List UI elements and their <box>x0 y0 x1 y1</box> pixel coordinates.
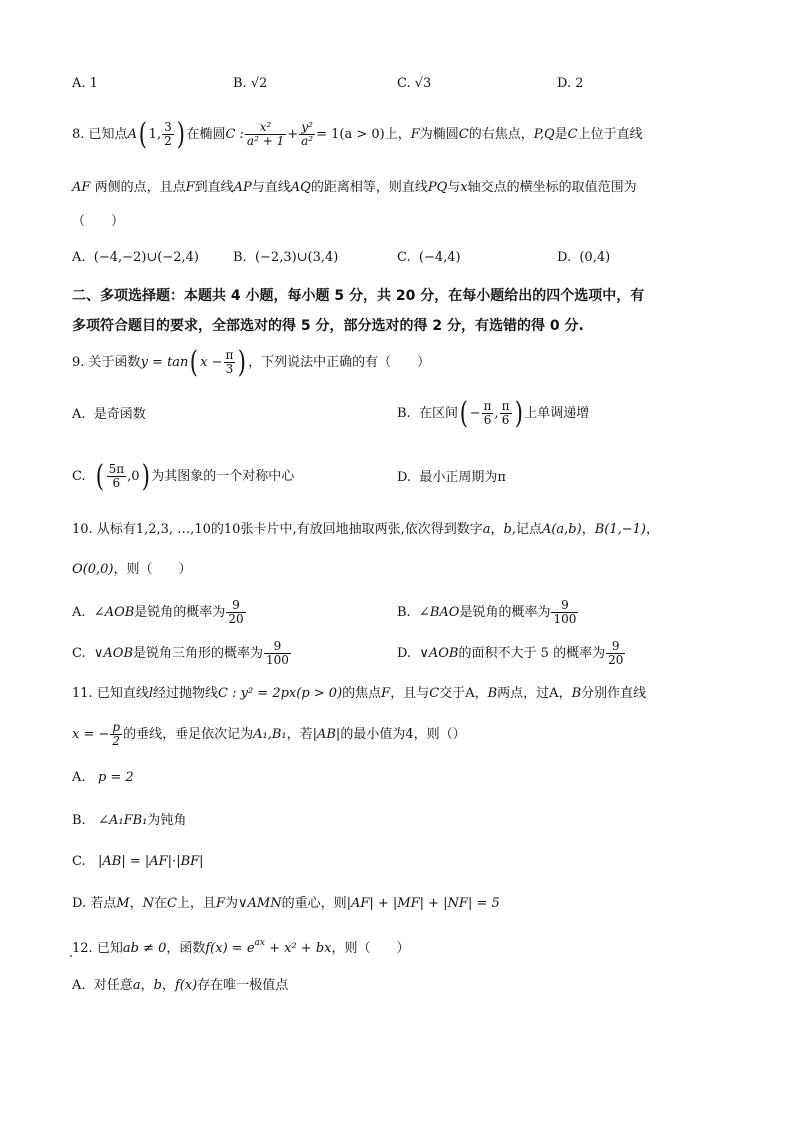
text: 的距离相等，则直线 <box>310 180 428 195</box>
option-letter: C. <box>397 250 411 265</box>
math: + <box>287 127 299 142</box>
option-text: 存在唯一极值点 <box>197 978 289 993</box>
option-value: 2 <box>575 76 584 91</box>
option-text: 对任意 <box>93 978 133 993</box>
q11-option-a <box>72 770 134 786</box>
fraction: $\frac{\pi}{6}$ <box>483 399 492 427</box>
math: p = 2 <box>97 770 134 785</box>
option-letter: A. <box>72 978 86 993</box>
text: ， <box>645 522 659 537</box>
math: AF <box>72 180 91 195</box>
q11-stem-line2 <box>72 718 466 752</box>
section-heading-line1: 二、多项选择题：本题共 4 小题，每小题 5 分，共 20 分，在每小题给出的四个选项中，有 <box>72 288 645 304</box>
option-letter: B. <box>397 605 411 620</box>
q11-stem-line1 <box>72 686 646 702</box>
option-text: 为钝角 <box>147 813 187 828</box>
text: ，且与 <box>390 686 430 701</box>
math: y = tan <box>140 355 189 370</box>
math: B(1,−1) <box>594 522 646 537</box>
q9-option-c <box>72 460 294 494</box>
option-text: 是锐角的概率为 <box>459 605 551 620</box>
option-letter: C. <box>72 854 86 869</box>
section-heading-line2: 多项符合题目的要求，全部选对的得 5 分，部分选对的得 2 分，有选错的得 0 分. <box>72 318 584 334</box>
q10-stem-line2 <box>72 562 192 578</box>
option-text: 的面积不大于 <box>458 646 537 661</box>
paren-open: ( <box>138 116 147 152</box>
text: 的 <box>210 522 224 537</box>
math: ∠AOB <box>93 605 135 620</box>
math: AP <box>233 180 252 195</box>
option-value: 1 <box>89 76 98 91</box>
option-text: 是奇函数 <box>93 407 146 422</box>
fraction: $\frac{\text{y²}}{\text{a²}}$ <box>301 120 314 148</box>
q10-option-a <box>72 596 247 630</box>
math: PQ <box>427 180 448 195</box>
q10-option-b <box>397 596 579 630</box>
math: B <box>487 686 498 701</box>
text: 经过抛物线 <box>153 686 219 701</box>
q9-stem <box>72 346 430 380</box>
math: A <box>465 686 475 701</box>
text: ，若 <box>286 727 313 742</box>
q7-option-b <box>233 76 267 92</box>
q11-option-b <box>72 813 186 829</box>
math: ∠BAO <box>418 605 460 620</box>
math: ,0 <box>127 469 140 484</box>
paren-close: ) <box>176 116 185 152</box>
text: 已知直线 <box>96 686 149 701</box>
option-value: (0,4) <box>579 250 611 265</box>
option-text: 是锐角三角形的概率为 <box>133 646 264 661</box>
text: 是 <box>554 127 568 142</box>
option-letter: D. <box>397 646 412 661</box>
option-text: 最小正周期为 <box>419 470 498 485</box>
q12-stem <box>72 935 410 957</box>
math: O(0,0) <box>72 562 114 577</box>
fraction: $\frac{5\pi}{6}$ <box>108 462 125 490</box>
q10-stem-line1 <box>72 522 659 538</box>
math: f(x) = e <box>205 941 255 956</box>
q8-option-d <box>557 250 610 266</box>
paren-open: ( <box>190 344 199 380</box>
option-letter: A. <box>72 605 86 620</box>
math: ∨AOB <box>93 646 134 661</box>
fraction: $\frac{9}{20}$ <box>608 639 624 667</box>
math: ∠A₁FB₁ <box>98 813 148 828</box>
math: π <box>497 470 506 485</box>
text: ，下列说法中正确的有（ ） <box>248 355 431 370</box>
math: = 1(a > 0) <box>316 127 385 142</box>
option-text: 上单调递增 <box>524 406 590 421</box>
math: A <box>127 127 137 142</box>
question-number: 9. <box>72 355 85 370</box>
paren-close: ) <box>514 395 523 431</box>
text: 与 <box>447 180 461 195</box>
q11-option-d <box>72 896 500 912</box>
text: 已知点 <box>88 127 128 142</box>
question-number: 11. <box>72 686 93 701</box>
text: 张卡片中,有放回地抽取两张,依次得到数字 <box>240 522 483 537</box>
question-number: 10. <box>72 522 93 537</box>
option-text: 为其图象的一个对称中心 <box>151 469 295 484</box>
fraction: $\frac{3}{2}$ <box>164 120 172 148</box>
fraction: $\frac{p}{2}$ <box>112 720 121 748</box>
option-text: 是锐角的概率为 <box>134 605 226 620</box>
text: ，则（ ） <box>113 562 192 577</box>
text: 已知 <box>96 941 123 956</box>
text: ， <box>581 522 595 537</box>
fraction: $\frac{\pi}{3}$ <box>225 348 234 376</box>
math-superscript: ax <box>254 938 265 948</box>
math: a <box>482 522 491 537</box>
math: P,Q <box>533 127 555 142</box>
option-letter: C. <box>397 76 411 91</box>
text: 两侧的点，且点 <box>94 180 186 195</box>
text: 为椭圆 <box>419 127 459 142</box>
option-text: 在区间 <box>418 406 458 421</box>
math: C <box>458 127 469 142</box>
math: C <box>166 896 177 911</box>
math: A <box>549 686 559 701</box>
q11-option-c <box>72 854 204 870</box>
option-value: (−2,3)∪(3,4) <box>254 250 339 265</box>
math: F <box>185 180 195 195</box>
q8-answer-paren: （ ） <box>72 214 125 229</box>
math: f(x) <box>174 978 198 993</box>
math: ∨AMN <box>237 896 282 911</box>
fraction: $\frac{\text{x²}}{\text{a² + 1}}$ <box>246 120 285 148</box>
text: 从标有 <box>96 522 136 537</box>
option-letter: A. <box>72 250 86 265</box>
math: 1, <box>148 127 162 142</box>
text: 到直线 <box>194 180 234 195</box>
math: M <box>116 896 130 911</box>
q7-option-a <box>72 76 98 92</box>
q8-stem-line2 <box>72 180 637 196</box>
option-value: √3 <box>414 76 432 91</box>
math: 1,2,3, …,10 <box>135 522 211 537</box>
option-text: 的重心，则 <box>281 896 347 911</box>
option-letter: C. <box>72 646 86 661</box>
q8-stem-line1 <box>72 118 643 152</box>
option-letter: B. <box>72 813 86 828</box>
option-letter: A. <box>72 770 86 785</box>
option-letter: A. <box>72 76 86 91</box>
math: |AB| = |AF|·|BF| <box>98 854 204 869</box>
text: 的焦点 <box>342 686 382 701</box>
text: ， <box>490 522 504 537</box>
question-number: 8. <box>72 127 85 142</box>
text: 在椭圆 <box>186 127 226 142</box>
math: A₁,B₁ <box>253 727 287 742</box>
paren-close: ) <box>141 458 150 494</box>
text: ， <box>129 896 143 911</box>
math: x − <box>200 355 223 370</box>
option-value: √2 <box>250 76 268 91</box>
math: , <box>494 406 499 421</box>
paren-open: ( <box>459 395 468 431</box>
math: F <box>215 896 225 911</box>
math: 5 <box>540 646 549 661</box>
text: 与直线 <box>251 180 291 195</box>
math: b <box>503 522 512 537</box>
q12-option-a <box>72 978 288 994</box>
text: 的右焦点， <box>468 127 534 142</box>
option-letter: D. <box>557 76 572 91</box>
option-letter: D. <box>72 896 87 911</box>
text: ， <box>140 978 154 993</box>
fraction: $\frac{9}{100}$ <box>553 598 577 626</box>
text: 的最小值为 <box>340 727 406 742</box>
q7-option-d <box>557 76 584 92</box>
text: 上位于直线 <box>577 127 643 142</box>
math: ∨AOB <box>419 646 459 661</box>
text: 两点，过 <box>497 686 550 701</box>
text: ，则（） <box>413 727 466 742</box>
text: ， <box>161 978 175 993</box>
option-text: 为 <box>224 896 238 911</box>
paren-close: ) <box>238 344 247 380</box>
math: N <box>142 896 154 911</box>
stray-dot <box>70 955 72 957</box>
math: a <box>132 978 141 993</box>
text: 的垂线，垂足依次记为 <box>123 727 254 742</box>
text: ， <box>558 686 572 701</box>
q7-option-c <box>397 76 431 92</box>
option-text: 上，且 <box>176 896 216 911</box>
paren-open: ( <box>95 458 104 494</box>
math: |AF| + |MF| + |NF| = 5 <box>346 896 500 911</box>
math: A(a,b) <box>541 522 582 537</box>
math: AQ <box>290 180 311 195</box>
option-letter: B. <box>233 76 247 91</box>
q8-option-c <box>397 250 461 266</box>
option-letter: D. <box>557 250 572 265</box>
math: |AB| <box>312 727 341 742</box>
option-text: 若点 <box>90 896 117 911</box>
fraction: $\frac{\pi}{6}$ <box>501 399 510 427</box>
text: ,记点 <box>511 522 542 537</box>
option-letter: D. <box>397 470 412 485</box>
q10-option-d <box>397 637 626 671</box>
fraction: $\frac{9}{100}$ <box>266 639 289 667</box>
math: C : <box>225 127 244 142</box>
math: x <box>460 180 468 195</box>
q8-option-a <box>72 250 199 266</box>
math: b <box>153 978 162 993</box>
math: C : y² = 2px(p > 0) <box>218 686 343 701</box>
option-text: 在 <box>153 896 167 911</box>
q9-option-a <box>72 407 146 423</box>
math: B <box>571 686 582 701</box>
text: ，则（ ） <box>331 941 410 956</box>
math: + x² + bx <box>264 941 332 956</box>
option-value: (−4,4) <box>418 250 461 265</box>
text: 上， <box>384 127 411 142</box>
option-letter: A. <box>72 407 86 422</box>
text: 轴交点的横坐标的取值范围为 <box>467 180 637 195</box>
q9-option-b <box>397 397 589 431</box>
q8-option-b <box>233 250 338 266</box>
math: ab ≠ 0 <box>122 941 167 956</box>
option-letter: B. <box>397 406 411 421</box>
math: 4 <box>405 727 414 742</box>
fraction: $\frac{9}{20}$ <box>228 598 244 626</box>
text: ， <box>474 686 488 701</box>
math: x = − <box>72 727 110 742</box>
math: F <box>410 127 420 142</box>
math: F <box>381 686 391 701</box>
text: ，函数 <box>166 941 206 956</box>
q10-option-c <box>72 637 292 671</box>
math: − <box>469 406 481 421</box>
text: 分别作直线 <box>581 686 647 701</box>
math: C <box>429 686 440 701</box>
text: 关于函数 <box>88 355 141 370</box>
text: 交于 <box>439 686 466 701</box>
option-value: (−4,−2)∪(−2,4) <box>93 250 200 265</box>
math: l <box>148 686 154 701</box>
q9-option-d <box>397 470 506 486</box>
math: C <box>567 127 578 142</box>
math: 10 <box>223 522 241 537</box>
question-number: 12. <box>72 941 93 956</box>
option-letter: B. <box>233 250 247 265</box>
option-letter: C. <box>72 469 86 484</box>
option-text: 的概率为 <box>553 646 606 661</box>
